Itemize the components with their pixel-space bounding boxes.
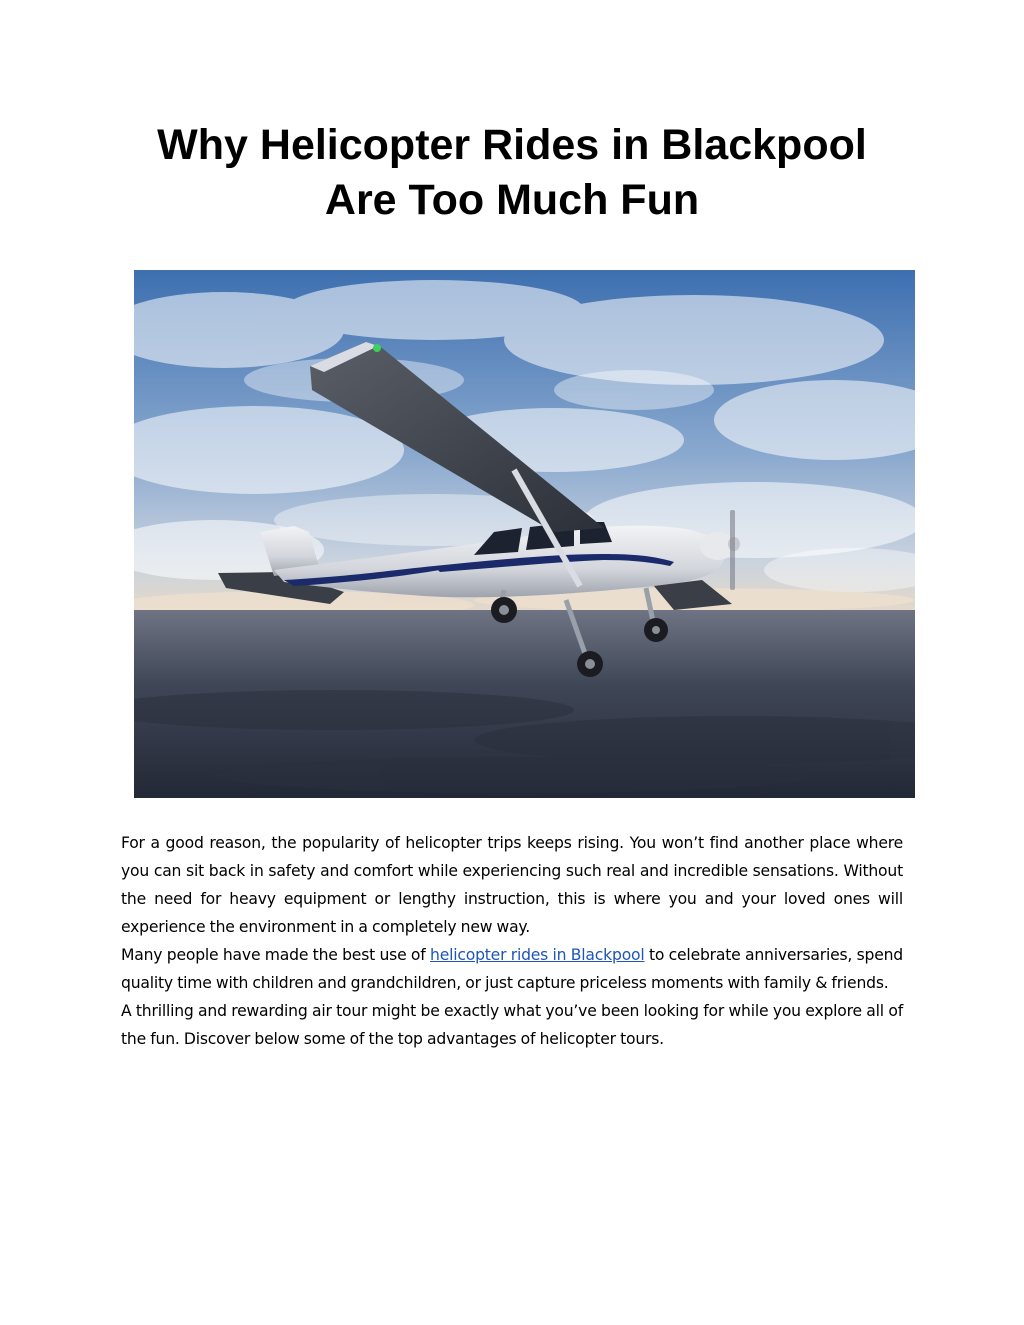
title-line-1: Why Helicopter Rides in Blackpool bbox=[157, 121, 867, 169]
page-title bbox=[0, 118, 1024, 228]
paragraph-2-start: Many people have made the best use of bbox=[121, 946, 431, 964]
paragraph-3: A thrilling and rewarding air tour might be exactly what you’ve been looking for while you explore all of the fun. Discover below some of the top advantages of helicopter tours. bbox=[121, 1002, 903, 1048]
article-body bbox=[121, 829, 903, 1053]
helicopter-rides-link[interactable]: helicopter rides in Blackpool bbox=[430, 946, 645, 964]
title-line-2: Are Too Much Fun bbox=[324, 176, 700, 224]
airplane-photo bbox=[134, 270, 915, 798]
paragraph-2 bbox=[121, 941, 903, 997]
paragraph-2-end: to celebrate anniversaries, spend quality time with children and grandchildren, or just capture priceless moments with family & friends. bbox=[121, 946, 904, 992]
paragraph-1: For a good reason, the popularity of helicopter trips keeps rising. You won’t find another place where you can sit back in safety and comfort while experiencing such real and incredible sensations. Without the need for heavy equipment or lengthy instruction, this is where you and your loved ones will experience the environment in a completely new way. bbox=[121, 834, 903, 936]
